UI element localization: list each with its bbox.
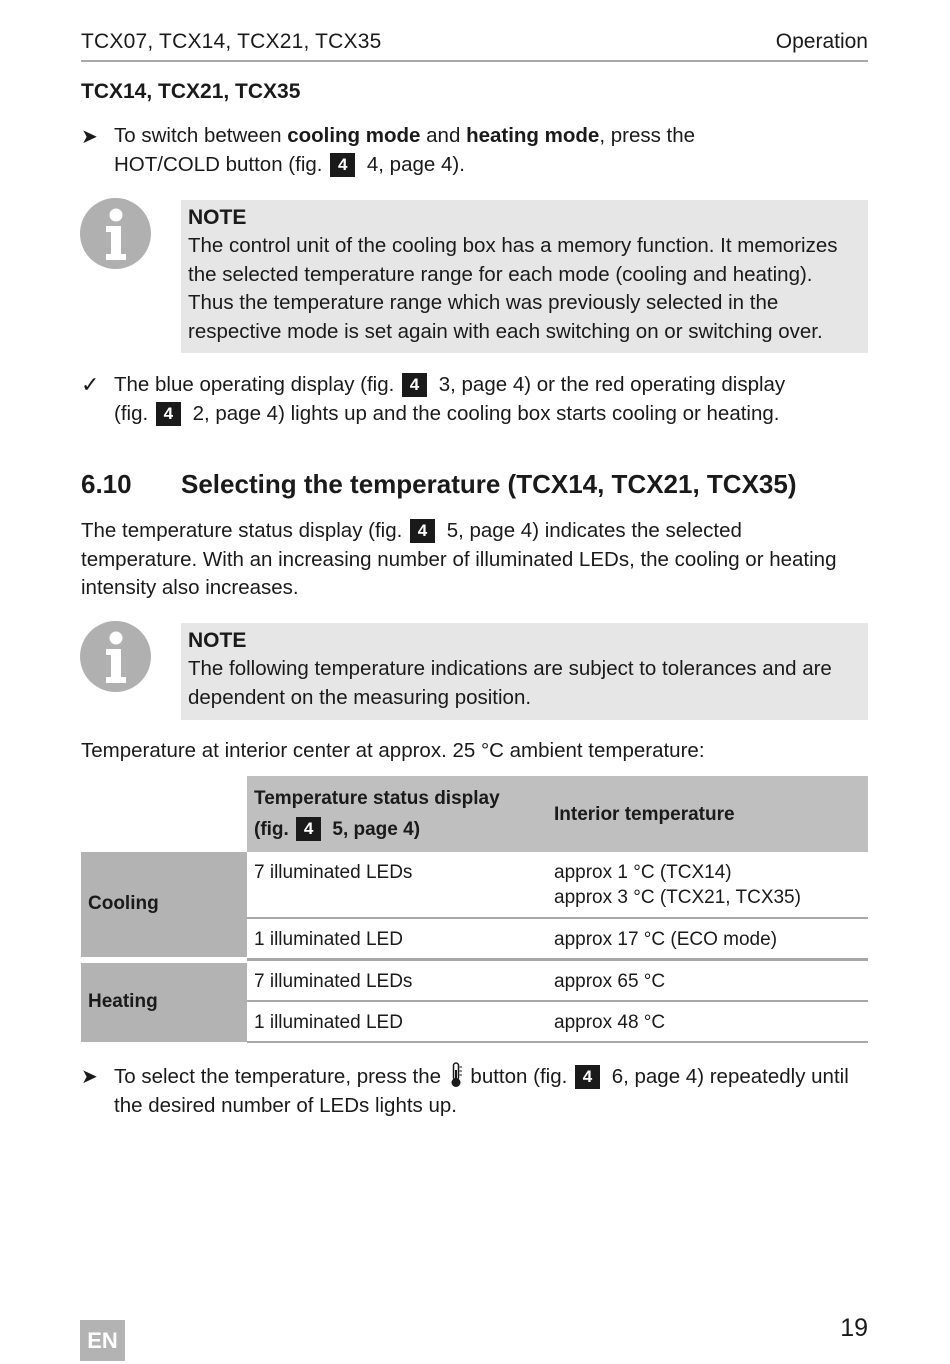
page-header	[81, 30, 868, 62]
note-line: respective mode is set again with each switching on or switching over.	[188, 319, 823, 343]
result-display-lights: The blue operating display (fig. 4 3, page 4) or the red operating display (fig. 4 2, page 4) lights up and the cooling box starts cooling or heating.	[114, 373, 786, 425]
table-row	[81, 852, 868, 918]
note-title: NOTE	[188, 629, 247, 652]
note-line: the selected temperature range for each mode (cooling and heating).	[188, 262, 813, 286]
models-subheading: TCX14, TCX21, TCX35	[81, 80, 301, 103]
note-line: The control unit of the cooling box has a memory function. It memorizes	[188, 234, 838, 257]
temperature-table	[81, 776, 868, 1043]
row-label-heating: Heating	[81, 960, 247, 1043]
figure-ref: 4	[330, 153, 355, 177]
table-caption: Temperature at interior center at approx. 25 °C ambient temperature:	[81, 739, 705, 762]
note-line: dependent on the measuring position.	[188, 685, 532, 709]
cooling-mode-term: cooling mode	[287, 124, 421, 147]
section-title: Selecting the temperature (TCX14, TCX21, TCX35)	[181, 469, 797, 499]
language-badge: EN	[80, 1320, 125, 1361]
note-title: NOTE	[188, 206, 247, 229]
temp-cell: approx 65 °C	[547, 960, 868, 1002]
figure-ref: 4	[410, 519, 435, 543]
step-switch-mode: To switch between cooling mode and heating mode, press the HOT/COLD button (fig. 4 4, page 4).	[114, 124, 696, 176]
temp-cell: approx 17 °C (ECO mode)	[547, 918, 868, 960]
temp-cell: approx 48 °C	[547, 1001, 868, 1042]
status-cell: 7 illuminated LEDs	[247, 960, 547, 1002]
figure-ref: 4	[156, 402, 181, 426]
thermometer-icon	[449, 1062, 463, 1088]
temp-cell: approx 1 °C (TCX14) approx 3 °C (TCX21, TCX35)	[547, 852, 868, 918]
table-corner	[81, 776, 247, 852]
check-icon: ✓	[81, 372, 100, 397]
section-number: 6.10	[81, 469, 132, 499]
status-cell: 7 illuminated LEDs	[247, 852, 547, 918]
page-number: 19	[840, 1314, 868, 1342]
intro-paragraph: The temperature status display (fig. 4 5, page 4) indicates the selected temperature. With an increasing number of illuminated LEDs, the cooling or heating intensity also increases.	[81, 519, 837, 599]
note-line: The following temperature indications are subject to tolerances and are	[188, 657, 832, 680]
note-memory-function	[181, 200, 868, 353]
figure-ref: 4	[575, 1065, 600, 1089]
header-status-display: Temperature status display (fig. 4 5, page 4)	[247, 776, 547, 852]
header-interior-temp: Interior temperature	[547, 776, 868, 852]
row-label-cooling: Cooling	[81, 852, 247, 960]
table-header-row	[81, 776, 868, 852]
status-cell: 1 illuminated LED	[247, 1001, 547, 1042]
heating-mode-term: heating mode	[466, 124, 600, 147]
figure-ref: 4	[296, 817, 321, 841]
arrow-icon: ➤	[81, 1066, 98, 1088]
step-select-temperature: To select the temperature, press the button (fig. 4 6, page 4) repeatedly until the desired number of LEDs lights up.	[114, 1062, 868, 1120]
info-icon	[80, 198, 151, 269]
note-tolerances	[181, 623, 868, 720]
status-cell: 1 illuminated LED	[247, 918, 547, 960]
figure-ref: 4	[402, 373, 427, 397]
note-line: Thus the temperature range which was previously selected in the	[188, 291, 779, 314]
arrow-icon: ➤	[81, 126, 98, 148]
info-icon	[80, 621, 151, 692]
table-row	[81, 960, 868, 1002]
header-chapter: Operation	[775, 30, 868, 53]
header-models: TCX07, TCX14, TCX21, TCX35	[81, 30, 382, 53]
